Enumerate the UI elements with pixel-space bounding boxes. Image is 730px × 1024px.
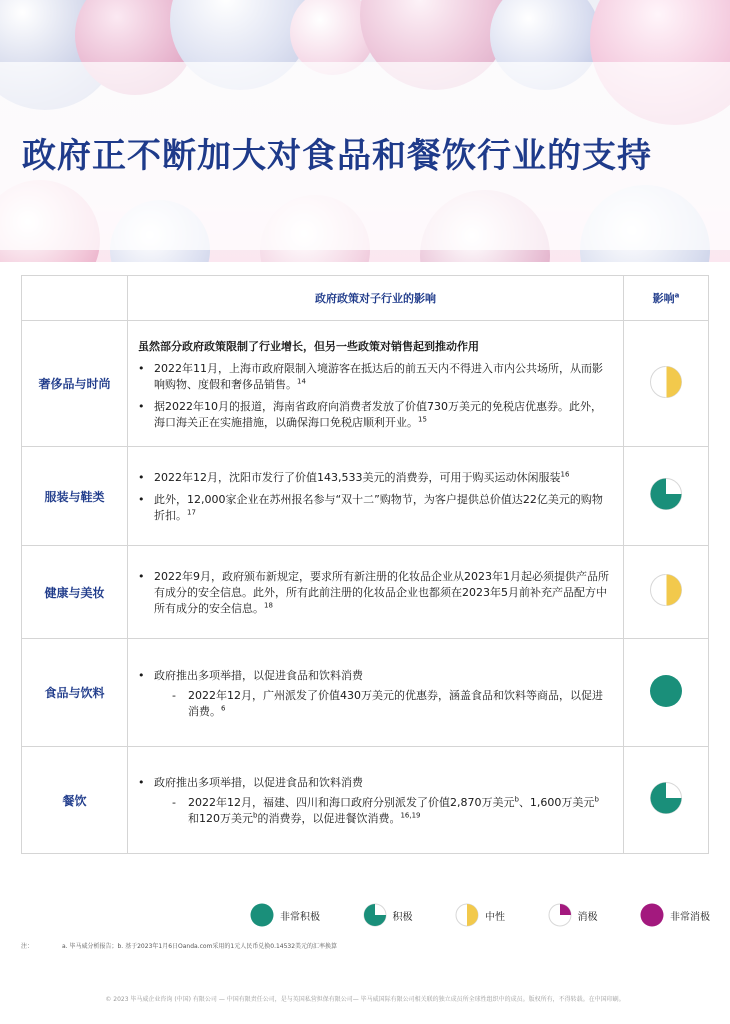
three-quarter-circle-icon <box>649 781 683 815</box>
half-circle-icon <box>649 365 683 399</box>
policy-cell <box>128 639 624 747</box>
legend-label: 非常积极 <box>280 911 320 923</box>
sub-item <box>154 688 609 720</box>
page-title: 政府正不断加大对食品和餐饮行业的支持 <box>22 136 652 176</box>
header-impact <box>624 276 709 321</box>
policy-impact-table <box>21 275 709 854</box>
bullet-list <box>138 668 609 720</box>
footer-copyright: © 2023 毕马威企业咨询 (中国) 有限公司 — 中国有限责任公司，是与英国私营担保有限公司— 毕马威国际有限公司相关联的独立成员所全球性组织中的成员。版权所有，不得转载。在中国印刷。 <box>105 996 625 1003</box>
negative-full-circle-icon <box>640 903 664 927</box>
header-impact-label: 影响 <box>652 292 675 305</box>
header-policy: 政府政策对子行业的影响 <box>128 276 624 321</box>
policy-lead: 虽然部分政府政策限制了行业增长，但另一些政策对销售起到推动作用 <box>138 339 479 353</box>
bullet-text: 2022年9月，政府颁布新规定，要求所有新注册的化妆品企业从2023年1月起必须提供产品所有成分的安全信息。此外，所有此前注册的化妆品企业也都须在2023年5月前补充产品配方中所有成分的安全信息。 <box>154 570 609 615</box>
footnote-ref: 16,19 <box>400 811 421 820</box>
bullet-list <box>138 775 609 827</box>
bullet-list <box>138 361 609 431</box>
footnote-ref: b <box>594 795 599 804</box>
impact-legend <box>250 902 710 928</box>
legend-item <box>548 903 598 927</box>
three-quarter-circle-icon <box>363 903 387 927</box>
sub-item-text: 、1,600万美元 <box>518 796 595 809</box>
footnote-ref: 16 <box>560 470 570 479</box>
sub-item-text: 的消费券，以促进餐饮消费。 <box>257 812 401 825</box>
sub-item-text: 2022年12月，广州派发了价值430万美元的优惠券，涵盖食品和饮料等商品，以促进消费。 <box>188 688 603 718</box>
impact-cell <box>624 747 709 854</box>
footnote-ref: 17 <box>187 508 196 517</box>
table-row <box>22 321 709 447</box>
sub-item-text: 2022年12月，福建、四川和海口政府分别派发了价值2,870万美元 <box>188 796 515 809</box>
sub-item-text: 和120万美元 <box>188 812 253 825</box>
table-header-row <box>22 276 709 321</box>
category-cell: 健康与美妆 <box>22 546 128 639</box>
half-circle-icon <box>455 903 479 927</box>
table-row <box>22 447 709 546</box>
footnote-ref: 15 <box>418 414 427 423</box>
bullet-text: 据2022年10月的报道，海南省政府向消费者发放了价值730万美元的免税店优惠券。此外，海口海关正在实施措施，以确保海口免税店顺利开业。 <box>154 399 602 429</box>
full-circle-icon <box>250 903 274 927</box>
bullet-list <box>138 569 609 617</box>
footnote-ref: 6 <box>221 703 226 712</box>
category-cell: 服装与鞋类 <box>22 447 128 546</box>
footnote-ref: 18 <box>264 601 273 610</box>
legend-label: 中性 <box>485 911 505 923</box>
hero-banner <box>0 0 730 262</box>
list-item <box>138 470 609 486</box>
legend-label: 积极 <box>392 911 413 923</box>
list-item <box>138 668 609 720</box>
quarter-circle-icon <box>548 903 572 927</box>
legend-item <box>640 903 710 927</box>
list-item <box>138 399 609 431</box>
list-item <box>138 569 609 617</box>
impact-cell <box>624 447 709 546</box>
footnote-ref: b <box>514 795 519 804</box>
three-quarter-circle-icon <box>649 477 683 511</box>
header-category <box>22 276 128 321</box>
bullet-text: 此外，12,000家企业在苏州报名参与“双十二”购物节，为客户提供总价值达22亿美元的购物折扣。 <box>154 493 603 522</box>
half-circle-icon <box>649 573 683 607</box>
policy-cell <box>128 546 624 639</box>
sub-item <box>154 795 609 827</box>
legend-label: 非常消极 <box>670 911 710 923</box>
bullet-text: 政府推出多项举措，以促进食品和饮料消费 <box>154 776 363 789</box>
bullet-list <box>138 470 609 524</box>
category-cell: 餐饮 <box>22 747 128 854</box>
list-item <box>138 775 609 827</box>
notes-label: 注： <box>21 943 34 950</box>
bullet-text: 2022年12月，沈阳市发行了价值143,533美元的消费券，可用于购买运动休闲服装 <box>154 471 561 484</box>
category-cell: 食品与饮料 <box>22 639 128 747</box>
legend-item <box>455 903 505 927</box>
table-row <box>22 546 709 639</box>
table-row <box>22 747 709 854</box>
legend-label: 消极 <box>577 911 598 923</box>
notes-text: a. 毕马威分析报告；b. 基于2023年1月6日Oanda.com采用的1元人民币兑换0.14532美元的汇率换算 <box>62 943 338 950</box>
full-circle-icon <box>649 674 683 708</box>
footnote-ref: 14 <box>297 376 306 385</box>
category-cell: 奢侈品与时尚 <box>22 321 128 447</box>
footnote-ref: b <box>253 811 258 820</box>
impact-cell <box>624 546 709 639</box>
bullet-text: 政府推出多项举措，以促进食品和饮料消费 <box>154 668 363 682</box>
legend-item <box>250 903 320 927</box>
list-item <box>138 361 609 393</box>
impact-cell <box>624 639 709 747</box>
header-impact-footnote: a <box>674 291 680 300</box>
bullet-text: 2022年11月，上海市政府限制入境游客在抵达后的前五天内不得进入市内公共场所，从而影响购物、度假和奢侈品销售。 <box>154 361 603 391</box>
policy-cell <box>128 447 624 546</box>
legend-item <box>363 903 413 927</box>
table-row <box>22 639 709 747</box>
impact-cell <box>624 321 709 447</box>
list-item <box>138 492 609 524</box>
policy-cell <box>128 747 624 854</box>
policy-cell <box>128 321 624 447</box>
